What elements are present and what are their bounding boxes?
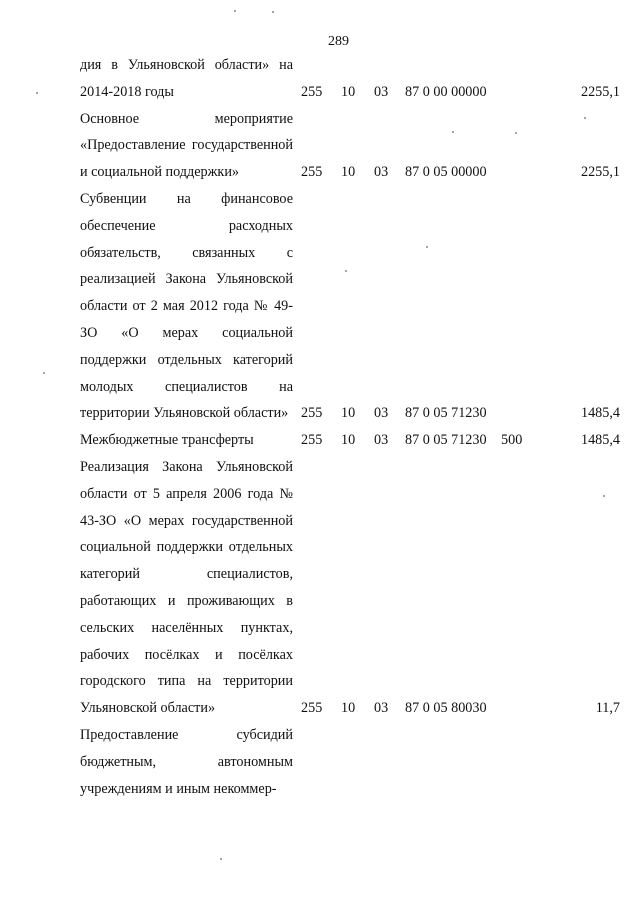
- row-description: Предоставление субсидий бюджетным, автономным учреждениям и иным некоммер-: [80, 726, 293, 797]
- column-gap: [293, 106, 301, 186]
- target-article-code: 87 0 05 00000: [405, 164, 487, 181]
- subsection-code: 03: [374, 164, 389, 181]
- expense-type-code: [501, 454, 556, 722]
- scan-speck: [426, 246, 428, 248]
- table-row: [80, 106, 620, 186]
- column-gap: [293, 427, 301, 454]
- amount: [556, 722, 620, 802]
- table-row: [80, 52, 620, 106]
- scan-speck: [603, 495, 605, 497]
- table-row: [80, 722, 620, 802]
- ministry-code: 255: [301, 700, 323, 717]
- table-row: [80, 186, 620, 427]
- section-code: 10: [341, 432, 356, 449]
- expense-type-code: [501, 722, 556, 802]
- row-description: Субвенции на финансовое обеспечение расходных обязательств, связанных с реализацией Закона Ульяновской области от 2 мая 2012 года № 49-ЗО «О мерах социальной поддержки отдельных категорий молодых специалистов на территории Ульяновской области»: [80, 190, 293, 422]
- section-code: [341, 722, 374, 802]
- expense-type-code: [501, 186, 556, 427]
- section-code: 10: [341, 83, 356, 100]
- scan-speck: [345, 270, 347, 272]
- target-article-code: 87 0 05 71230: [405, 405, 487, 422]
- scan-speck: [220, 858, 222, 860]
- column-gap: [293, 186, 301, 427]
- scan-speck: [234, 10, 236, 12]
- subsection-code: 03: [374, 405, 389, 422]
- ministry-code: [301, 722, 341, 802]
- scan-speck: [452, 131, 454, 133]
- subsection-code: 03: [374, 700, 389, 717]
- section-code: 10: [341, 164, 356, 181]
- row-description: Межбюджетные трансферты: [80, 432, 254, 449]
- target-article-code: 87 0 00 00000: [405, 83, 487, 100]
- scan-speck: [584, 117, 586, 119]
- amount: 11,7: [595, 700, 620, 717]
- section-code: 10: [341, 700, 356, 717]
- table-row: [80, 454, 620, 722]
- row-description: Основное мероприятие «Предоставление государственной и социальной поддержки»: [80, 110, 293, 181]
- column-gap: [293, 722, 301, 802]
- ministry-code: 255: [301, 432, 323, 449]
- budget-table: [80, 52, 620, 802]
- amount: 2255,1: [580, 83, 620, 100]
- expense-type-code: 500: [501, 432, 523, 449]
- scan-speck: [43, 372, 45, 374]
- column-gap: [293, 52, 301, 106]
- scan-speck: [272, 11, 274, 13]
- target-article-code: [405, 722, 501, 802]
- section-code: 10: [341, 405, 356, 422]
- ministry-code: 255: [301, 164, 323, 181]
- scan-speck: [515, 132, 517, 134]
- amount: 2255,1: [580, 164, 620, 181]
- target-article-code: 87 0 05 71230: [405, 432, 487, 449]
- ministry-code: 255: [301, 405, 323, 422]
- subsection-code: 03: [374, 432, 389, 449]
- ministry-code: 255: [301, 83, 323, 100]
- subsection-code: 03: [374, 83, 389, 100]
- row-description: Реализация Закона Ульяновской области от 5 апреля 2006 года № 43-ЗО «О мерах государственной социальной поддержки отдельных категорий специалистов, работающих и проживающих в сельских населённых пунктах, рабочих посёлках и посёлках городского типа на территории Ульяновской области»: [80, 458, 293, 717]
- amount: 1485,4: [580, 405, 620, 422]
- column-gap: [293, 454, 301, 722]
- subsection-code: [374, 722, 405, 802]
- expense-type-code: [501, 106, 556, 186]
- amount: 1485,4: [580, 432, 620, 449]
- scan-speck: [36, 92, 38, 94]
- page-number: 289: [328, 34, 349, 49]
- expense-type-code: [501, 52, 556, 106]
- row-description: дия в Ульяновской области» на 2014-2018 годы: [80, 57, 293, 100]
- target-article-code: 87 0 05 80030: [405, 700, 487, 717]
- table-row: [80, 427, 620, 454]
